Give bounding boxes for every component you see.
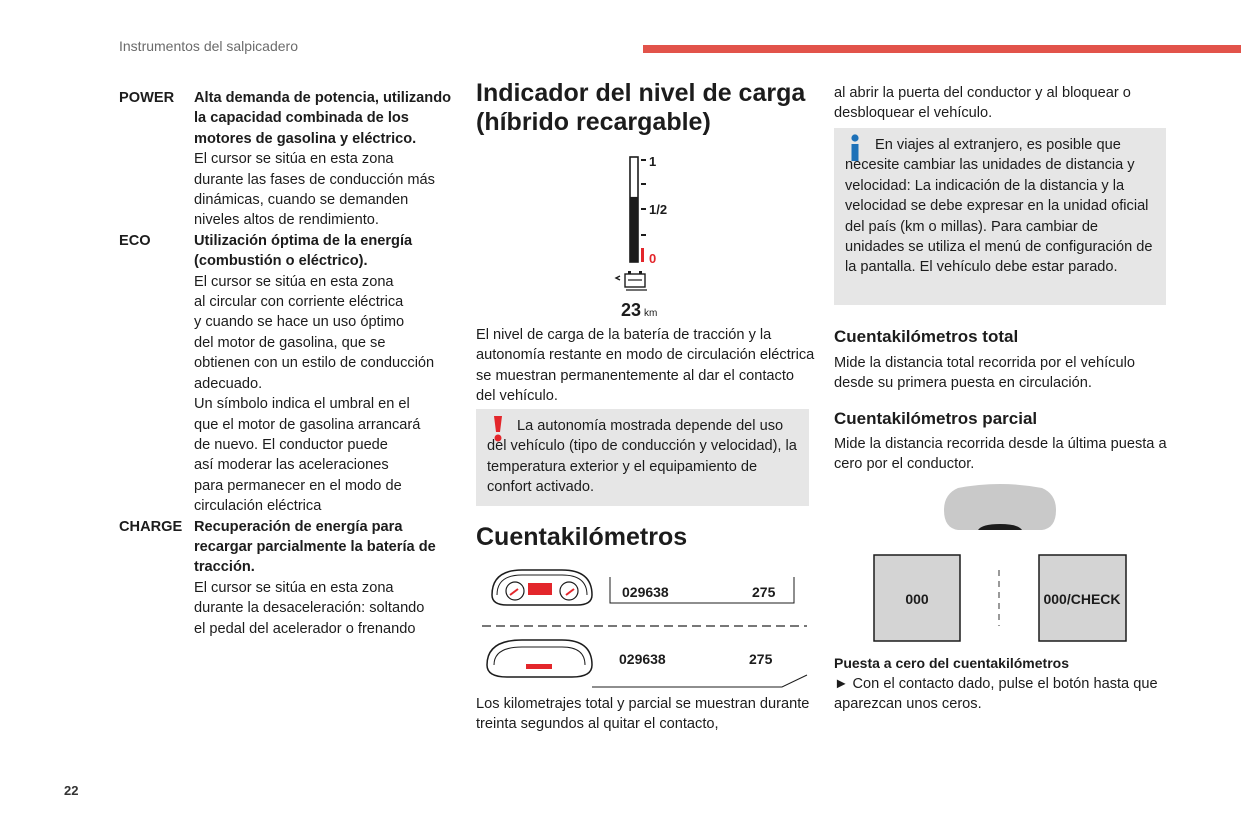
charge-level-gauge bbox=[600, 152, 680, 322]
odometer-trip-1: 275 bbox=[752, 584, 776, 600]
mode-line: al circular con corriente eléctrica bbox=[194, 294, 404, 311]
header-accent-bar bbox=[643, 45, 1241, 53]
mode-label: CHARGE bbox=[119, 518, 183, 535]
reset-instruction: ► Con el contacto dado, pulse el botón hasta que aparezcan unos ceros. bbox=[834, 676, 1158, 713]
charge-paragraph: El nivel de carga de la batería de tracción y la autonomía restante en modo de circulación eléctrica se muestran permanentemente al dar el contacto del vehículo. bbox=[476, 327, 815, 405]
mode-line: para permanecer en el modo de bbox=[194, 477, 402, 494]
gauge-label-top: 1 bbox=[649, 154, 657, 169]
cluster-illustration-1 bbox=[492, 570, 592, 605]
gauge-label-mid: 1/2 bbox=[649, 202, 668, 217]
ev-battery-icon bbox=[616, 271, 647, 290]
mode-line: El cursor se sitúa en esta zona bbox=[194, 151, 394, 168]
mode-label: POWER bbox=[119, 90, 175, 106]
reset-heading: Puesta a cero del cuentakilómetros bbox=[834, 655, 1069, 671]
mode-eco bbox=[119, 231, 459, 517]
total-odometer-text: Mide la distancia total recorrida por el vehículo desde su primera puesta en circulación. bbox=[834, 355, 1135, 392]
total-odometer-heading: Cuentakilómetros total bbox=[834, 327, 1019, 346]
mode-line: El cursor se sitúa en esta zona bbox=[194, 273, 394, 290]
mode-line: así moderar las aceleraciones bbox=[194, 457, 389, 474]
warning-text: La autonomía mostrada depende del uso del vehículo (tipo de conducción y velocidad), la temperatura exterior y el equipamiento de confort activado. bbox=[487, 418, 797, 496]
mode-line: durante las fases de conducción más bbox=[194, 171, 435, 188]
partial-odometer-text: Mide la distancia recorrida desde la última puesta a cero por el conductor. bbox=[834, 436, 1167, 473]
continuation-text: al abrir la puerta del conductor y al bloquear o desbloquear el vehículo. bbox=[834, 85, 1131, 122]
info-text: En viajes al extranjero, es posible que necesite cambiar las unidades de distancia y velocidad: La indicación de la distancia y la velocidad se debe expresar en la unidad oficial del país (km o millas). Para cambiar de unidades se utiliza el menú de configuración de la pantalla. El vehículo debe estar parado. bbox=[845, 137, 1153, 276]
mode-line: El cursor se sitúa en esta zona bbox=[194, 579, 394, 596]
mode-title: Recuperación de energía para recargar parcialmente la batería de tracción. bbox=[194, 518, 436, 576]
section-title: Instrumentos del salpicadero bbox=[119, 38, 298, 54]
mode-power bbox=[119, 88, 459, 231]
warning-box bbox=[476, 409, 809, 506]
mode-title: Utilización óptima de la energía (combustión o eléctrico). bbox=[194, 232, 413, 270]
odometer-trip-2: 275 bbox=[749, 651, 773, 667]
reset-display-2: 000/CHECK bbox=[1043, 591, 1121, 607]
odometer-illustration bbox=[482, 565, 812, 690]
gauge-fill bbox=[630, 197, 638, 262]
odometer-total-1: 029638 bbox=[622, 584, 669, 600]
charge-indicator-heading: Indicador del nivel de carga (híbrido recargable) bbox=[476, 79, 806, 136]
reset-illustration bbox=[860, 484, 1140, 646]
odometer-total-2: 029638 bbox=[619, 651, 666, 667]
driving-modes-list bbox=[119, 88, 459, 639]
mode-line: adecuado. bbox=[194, 375, 263, 392]
mode-line: durante la desaceleración: soltando bbox=[194, 600, 425, 617]
mode-line: y cuando se hace un uso óptimo bbox=[194, 314, 405, 331]
range-value: 23 bbox=[621, 300, 642, 320]
gauge-low-marker bbox=[641, 248, 644, 262]
range-unit: km bbox=[644, 308, 658, 319]
mode-title: Alta demanda de potencia, utilizando la capacidad combinada de los motores de gasolina y eléctrico. bbox=[194, 90, 452, 147]
odometer-heading: Cuentakilómetros bbox=[476, 523, 688, 551]
partial-odometer-heading: Cuentakilómetros parcial bbox=[834, 409, 1038, 428]
mode-line: del motor de gasolina, que se bbox=[194, 334, 386, 351]
mode-line: el pedal del acelerador o frenando bbox=[194, 620, 416, 637]
mode-charge bbox=[119, 517, 459, 639]
page-number: 22 bbox=[64, 783, 79, 798]
cluster-illustration-2 bbox=[487, 640, 592, 677]
display-outline bbox=[592, 675, 807, 687]
mode-line: obtienen con un estilo de conducción bbox=[194, 355, 435, 372]
mode-line: dinámicas, cuando se demanden bbox=[194, 192, 409, 209]
reset-display-1: 000 bbox=[905, 591, 929, 607]
mode-line: circulación eléctrica bbox=[194, 498, 322, 515]
mode-line: que el motor de gasolina arrancará bbox=[194, 416, 421, 433]
steering-wheel-illustration bbox=[944, 484, 1056, 530]
gauge-label-bottom: 0 bbox=[649, 251, 657, 266]
mode-label: ECO bbox=[119, 232, 151, 249]
odometer-paragraph: Los kilometrajes total y parcial se muestran durante treinta segundos al quitar el contacto, bbox=[476, 696, 810, 733]
mode-line: Un símbolo indica el umbral en el bbox=[194, 396, 410, 413]
mode-line: de nuevo. El conductor puede bbox=[194, 436, 388, 453]
mode-line: niveles altos de rendimiento. bbox=[194, 212, 379, 229]
info-box bbox=[834, 128, 1166, 305]
